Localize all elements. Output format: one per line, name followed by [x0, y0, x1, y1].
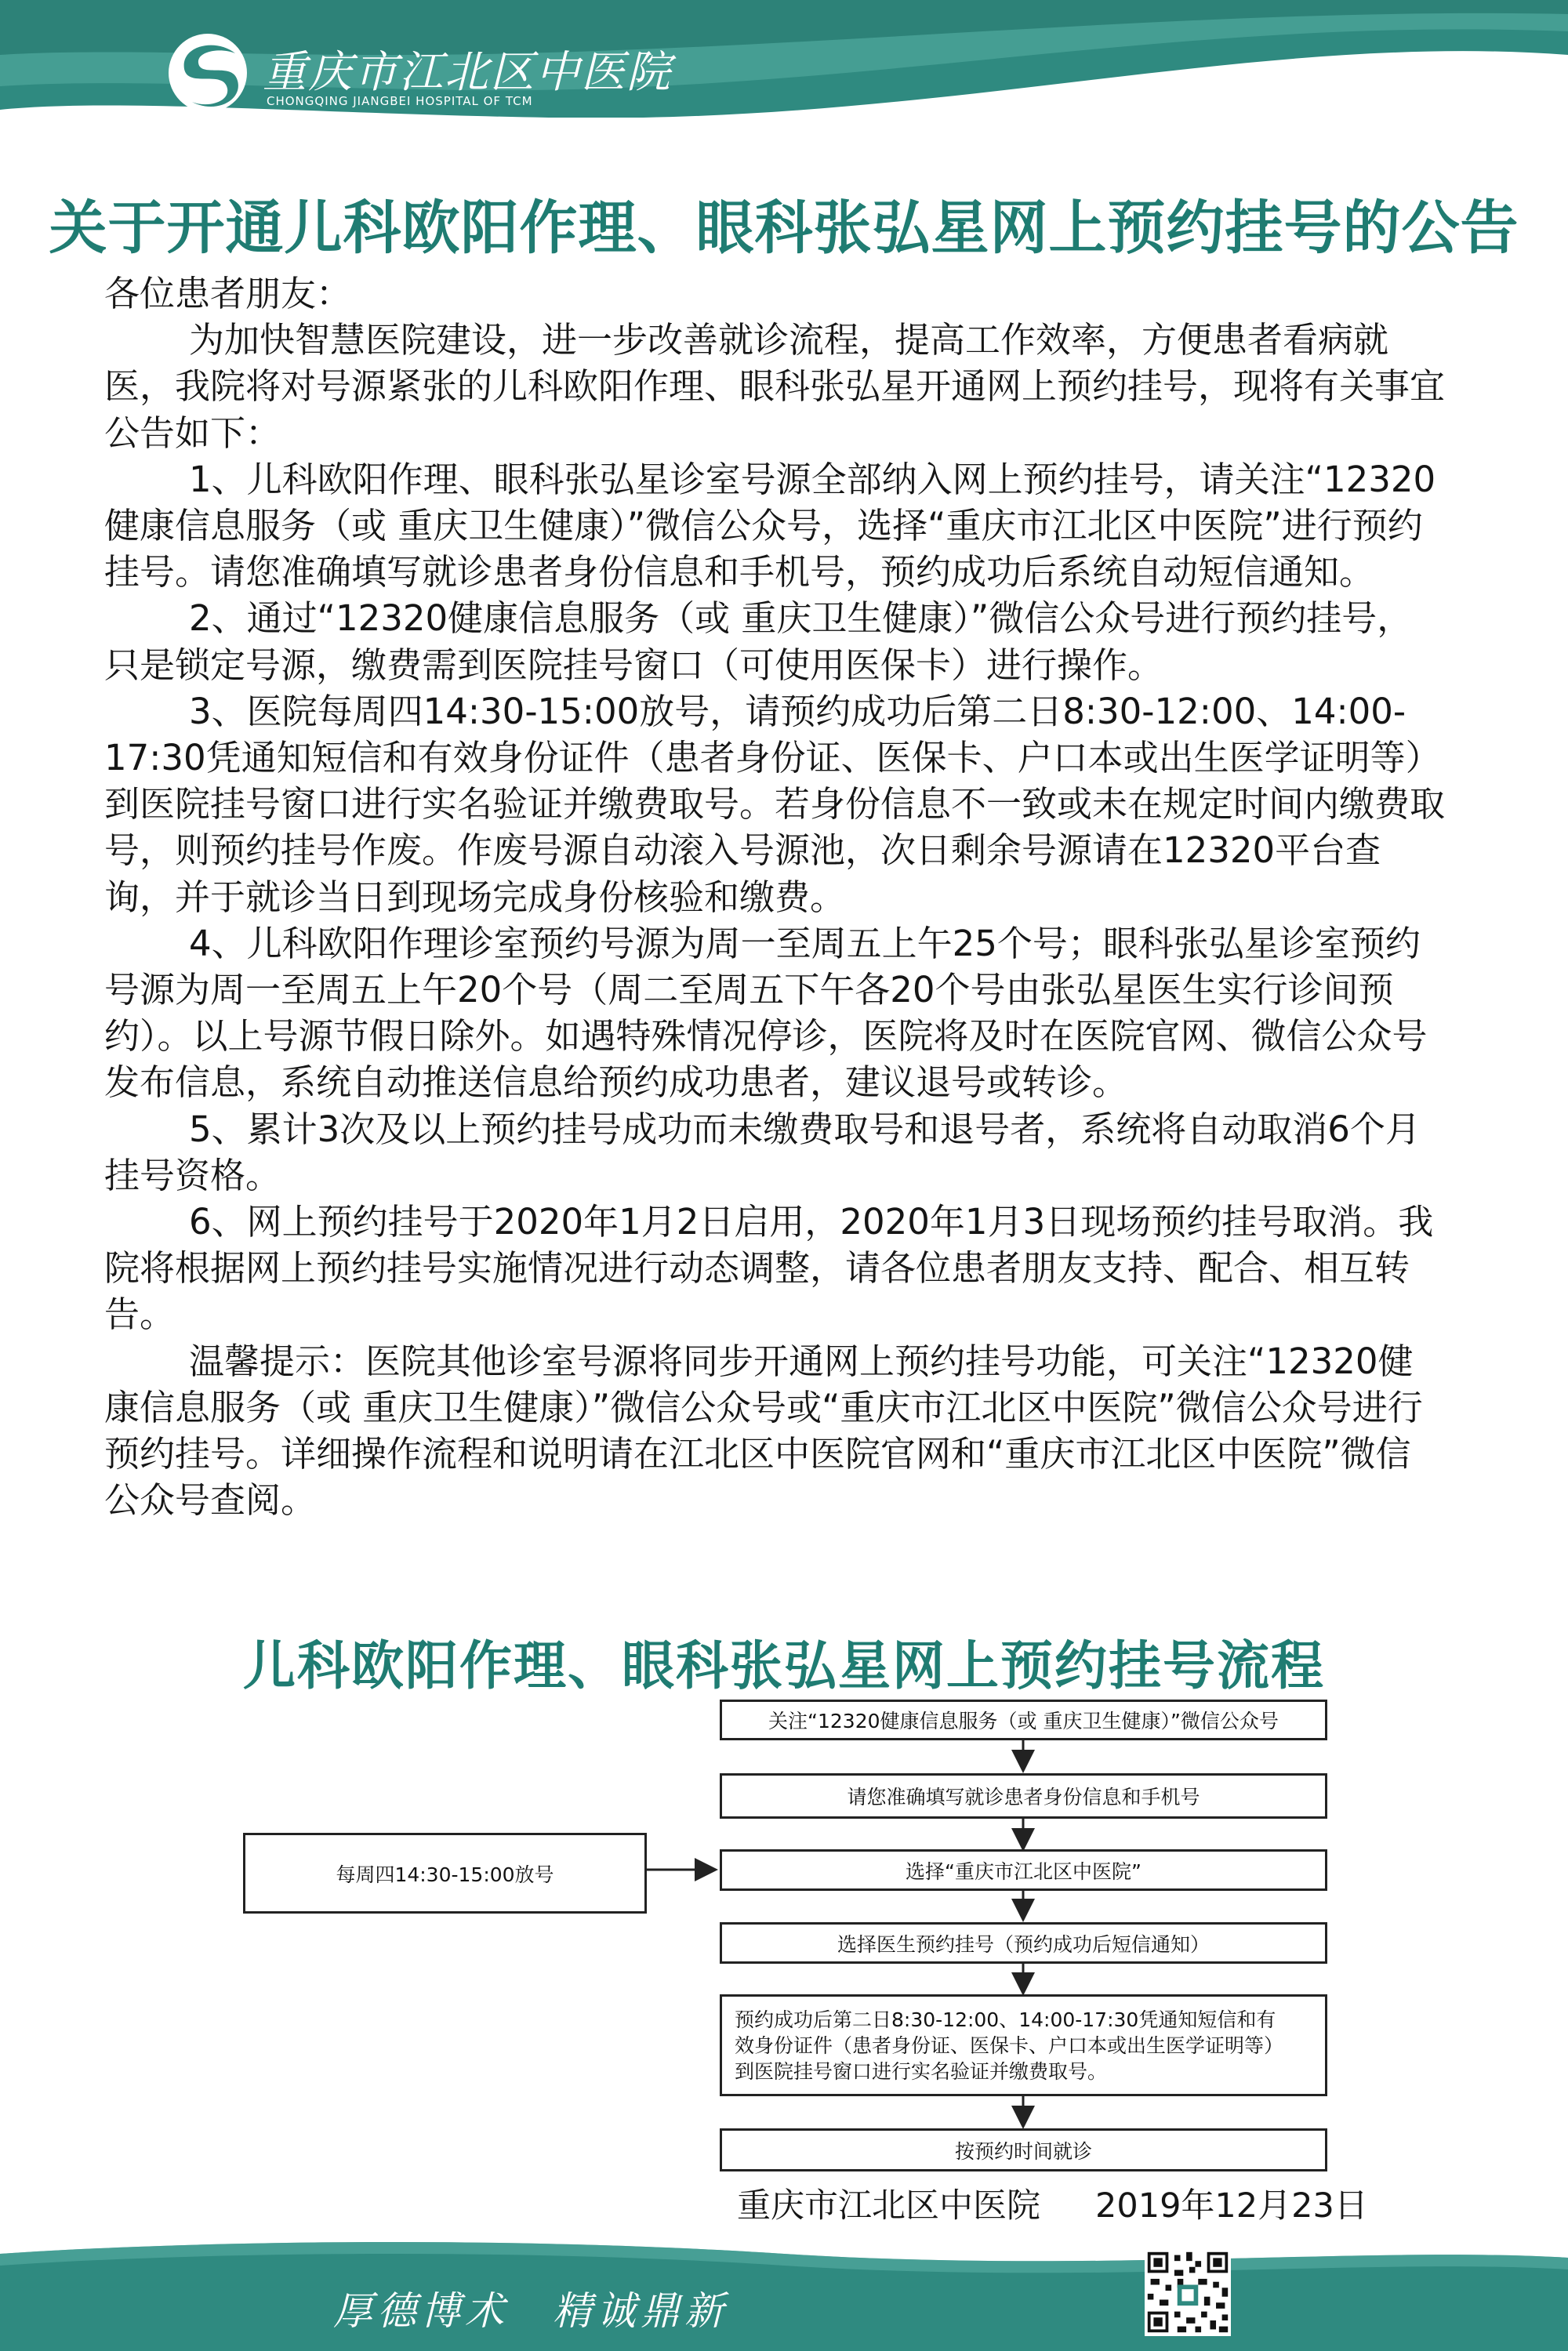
flow-step-detail	[720, 1994, 1327, 2096]
greeting: 各位患者朋友：	[104, 273, 352, 314]
paragraph: 温馨提示：医院其他诊室号源将同步开通网上预约挂号功能，可关注“12320健康信息服务（或 重庆卫生健康）”微信公众号或“重庆市江北区中医院”微信公众号进行预约挂号。详细操作流程和说明请在江北区中医院官网和“重庆市江北区中医院”微信公众号查阅。	[104, 1340, 1423, 1522]
signature-org: 重庆市江北区中医院	[737, 2186, 1040, 2226]
hospital-name-en: CHONGQING JIANGBEI HOSPITAL OF TCM	[267, 94, 533, 108]
paragraph: 3、医院每周四14:30-15:00放号，请预约成功后第二日8:30-12:00、14:00-17:30凭通知短信和有效身份证件（患者身份证、医保卡、户口本或出生医学证明等）到医院挂号窗口进行实名验证并缴费取号。若身份信息不一致或未在规定时间内缴费取号，则预约挂号作废。作废号源自动滚入号源池，次日剩余号源请在12320平台查询，并于就诊当日到现场完成身份核验和缴费。	[104, 690, 1446, 918]
signature-date: 2019年12月23日	[1095, 2186, 1368, 2226]
flow-side-step: 每周四14:30-15:00放号	[243, 1833, 647, 1914]
flow-step-detail-line: 效身份证件（患者身份证、医保卡、户口本或出生医学证明等）	[735, 2034, 1284, 2057]
paragraph: 4、儿科欧阳作理诊室预约号源为周一至周五上午25个号；眼科张弘星诊室预约号源为周一至周五上午20个号（周二至周五下午各20个号由张弘星医生实行诊间预约）。以上号源节假日除外。如遇特殊情况停诊，医院将及时在医院官网、微信公众号发布信息，系统自动推送信息给预约成功患者，建议退号或转诊。	[104, 922, 1428, 1104]
footer-slogan: 厚德博术 精诚鼎新	[333, 2288, 728, 2334]
signature	[737, 2179, 1368, 2227]
paragraph: 6、网上预约挂号于2020年1月2日启用，2020年1月3日现场预约挂号取消。我院将根据网上预约挂号实施情况进行动态调整，请各位患者朋友支持、配合、相互转告。	[104, 1201, 1434, 1336]
footer-band	[0, 2238, 1568, 2351]
flow-step: 选择“重庆市江北区中医院”	[720, 1849, 1327, 1891]
paragraph: 5、累计3次及以上预约挂号成功而未缴费取号和退号者，系统将自动取消6个月挂号资格。	[104, 1108, 1421, 1196]
flow-step: 请您准确填写就诊患者身份信息和手机号	[720, 1773, 1327, 1819]
flow-step-detail-line: 预约成功后第二日8:30-12:00、14:00-17:30凭通知短信和有	[735, 2008, 1276, 2031]
flow-step: 选择医生预约挂号（预约成功后短信通知）	[720, 1922, 1327, 1964]
flow-step: 关注“12320健康信息服务（或 重庆卫生健康）”微信公众号	[720, 1700, 1327, 1740]
flow-title: 儿科欧阳作理、眼科张弘星网上预约挂号流程	[243, 1635, 1325, 1696]
hospital-name-cn: 重庆市江北区中医院	[263, 47, 672, 98]
paragraph: 为加快智慧医院建设，进一步改善就诊流程，提高工作效率，方便患者看病就医，我院将对号源紧张的儿科欧阳作理、眼科张弘星开通网上预约挂号，现将有关事宜公告如下：	[104, 319, 1446, 454]
qr-code-icon	[1145, 2248, 1231, 2336]
flow-step: 按预约时间就诊	[720, 2128, 1327, 2171]
paragraph: 2、通过“12320健康信息服务（或 重庆卫生健康）”微信公众号进行预约挂号，只是锁定号源，缴费需到医院挂号窗口（可使用医保卡）进行操作。	[104, 597, 1413, 686]
notice-title: 关于开通儿科欧阳作理、眼科张弘星网上预约挂号的公告	[49, 194, 1519, 262]
paragraph: 1、儿科欧阳作理、眼科张弘星诊室号源全部纳入网上预约挂号，请关注“12320健康信息服务（或 重庆卫生健康）”微信公众号，选择“重庆市江北区中医院”进行预约挂号。请您准确填写就诊患者身份信息和手机号，预约成功后系统自动短信通知。	[104, 458, 1436, 593]
flow-step-detail-line: 到医院挂号窗口进行实名验证并缴费取号。	[735, 2059, 1108, 2083]
